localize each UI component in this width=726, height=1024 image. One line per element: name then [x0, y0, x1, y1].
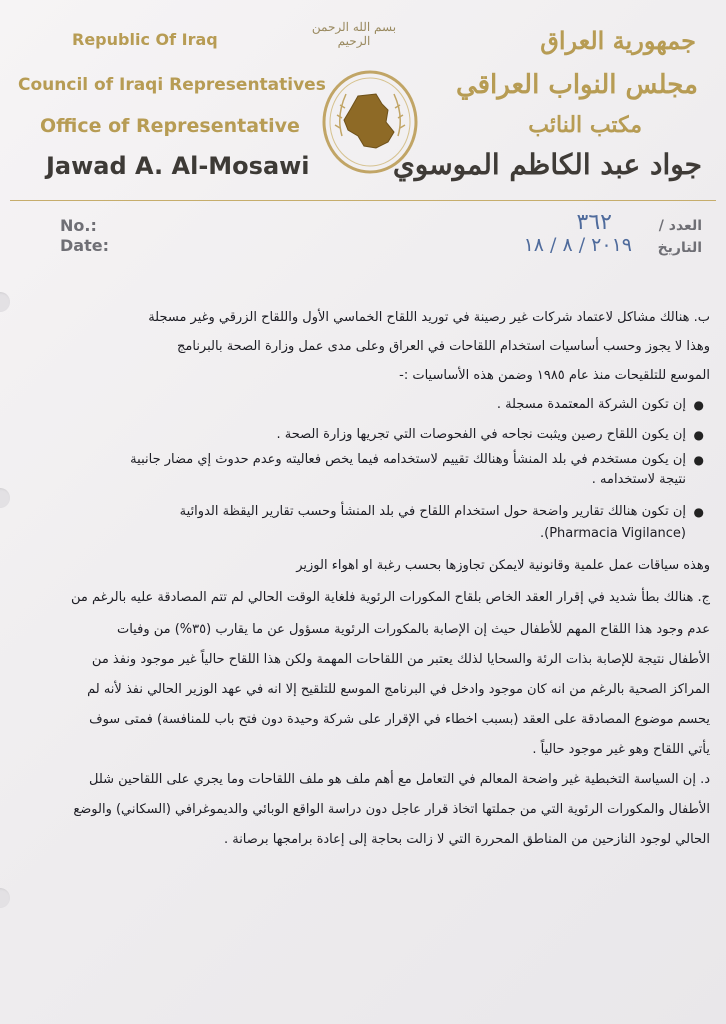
- bullet-dot: ●: [693, 428, 704, 442]
- number-label-ar: العدد /: [658, 218, 702, 234]
- criteria-item: إن يكون مستخدم في بلد المنشأ وهنالك تقييم لاستخدامه فيما يخص فعاليته وعدم حدوث إي مضار جانبية: [130, 452, 686, 467]
- header-office-ar: مكتب النائب: [528, 112, 642, 138]
- section-j-line: يأتي اللقاح وهو غير موجود حالياً .: [532, 742, 710, 757]
- criteria-item: إن تكون هنالك تقارير واضحة حول استخدام اللقاح في بلد المنشأ وحسب تقارير اليقظة الدوائية: [179, 504, 686, 519]
- bismillah: بسم الله الرحمن الرحيم: [311, 20, 397, 48]
- criteria-item-continued: (Pharmacia Vigilance).: [540, 526, 686, 541]
- date-label-ar: التاريخ: [657, 240, 702, 256]
- header-name-en: Jawad A. Al-Mosawi: [46, 152, 310, 180]
- reference-number: ٣٦٢: [576, 210, 612, 235]
- section-j-line: ج. هنالك بطأ شديد في إقرار العقد الخاص بلقاح المكورات الرئوية فلغاية الوقت الحالي لم تتم المصادقة عليه بالرغم من: [71, 590, 710, 605]
- section-d-line: الأطفال والمكورات الرئوية التي من جملتها اتخاذ قرار عاجل دون دراسة الواقع الوبائي والديموغرافي (السكاني) والوضع: [73, 802, 710, 817]
- section-d-line: الحالي لوجود النازحين من المناطق المحررة التي لا زالت بحاجة إلى إعادة برامجها برصانة .: [223, 832, 710, 847]
- document-date: ٢٠١٩ / ٨ / ١٨: [523, 234, 632, 256]
- bullet-dot: ●: [693, 398, 704, 412]
- criteria-item-continued: نتيجة لاستخدامه .: [591, 472, 686, 487]
- header-country-ar: جمهورية العراق: [540, 26, 696, 55]
- header-council: Council of Iraqi Representatives: [18, 75, 326, 95]
- header-country: Republic Of Iraq: [72, 30, 218, 49]
- header-name-ar: جواد عبد الكاظم الموسوي: [392, 148, 702, 181]
- section-b-line: الموسع للتلقيحات منذ عام ١٩٨٥ وضمن هذه الأساسيات :-: [399, 368, 710, 383]
- context-note: وهذه سياقات عمل علمية وقانونية لايمكن تجاوزها بحسب رغبة او اهواء الوزير: [296, 558, 710, 573]
- header-council-ar: مجلس النواب العراقي: [455, 70, 698, 100]
- header-office: Office of Representative: [40, 115, 300, 137]
- bullet-dot: ●: [693, 453, 704, 467]
- section-j-line: الأطفال نتيجة للإصابة بذات الرئة والسحايا لذلك يعتبر من اللقاحات المهمة ولكن هذا اللقاح حالياً غير موجود ونفذ من: [91, 652, 710, 667]
- number-label: No.:: [60, 216, 97, 235]
- section-b-line: ب. هنالك مشاكل لاعتماد شركات غير رصينة في توريد اللقاح الخماسي الأول واللقاح الزرقي وغير مسجلة: [148, 310, 710, 325]
- bullet-dot: ●: [693, 505, 704, 519]
- section-d-line: د. إن السياسة التخبطية غير واضحة المعالم في التعامل مع أهم ملف هو ملف اللقاحات وما يجري على اللقاحين شلل: [88, 772, 710, 787]
- section-b-line: وهذا لا يجوز وحسب أساسيات استخدام اللقاحات في العراق وعلى مدى عمل وزارة الصحة بالبرنامج: [177, 339, 710, 354]
- criteria-item: إن يكون اللقاح رصين ويثبت نجاحه في الفحوصات التي تجريها وزارة الصحة .: [276, 427, 686, 442]
- header-divider: [10, 200, 716, 201]
- section-j-line: المراكز الصحية بالرغم من انه كان موجود وادخل في البرنامج الموسع للتلقيح إلا انه في عهد الوزير الحالي نفذ لأنه لم: [87, 682, 710, 697]
- criteria-item: إن تكون الشركة المعتمدة مسجلة .: [496, 397, 686, 412]
- section-j-line: يحسم موضوع المصادقة على العقد (بسبب اخطاء في الإقرار على شركة وحيدة دون فتح باب للمنافسة) فمتى سوف: [89, 712, 710, 727]
- section-j-line: عدم وجود هذا اللقاح المهم للأطفال حيث إن الإصابة بالمكورات الرئوية مسؤول عن ما يقارب (٣٥%) من وفيات: [116, 622, 710, 637]
- date-label: Date:: [60, 236, 109, 255]
